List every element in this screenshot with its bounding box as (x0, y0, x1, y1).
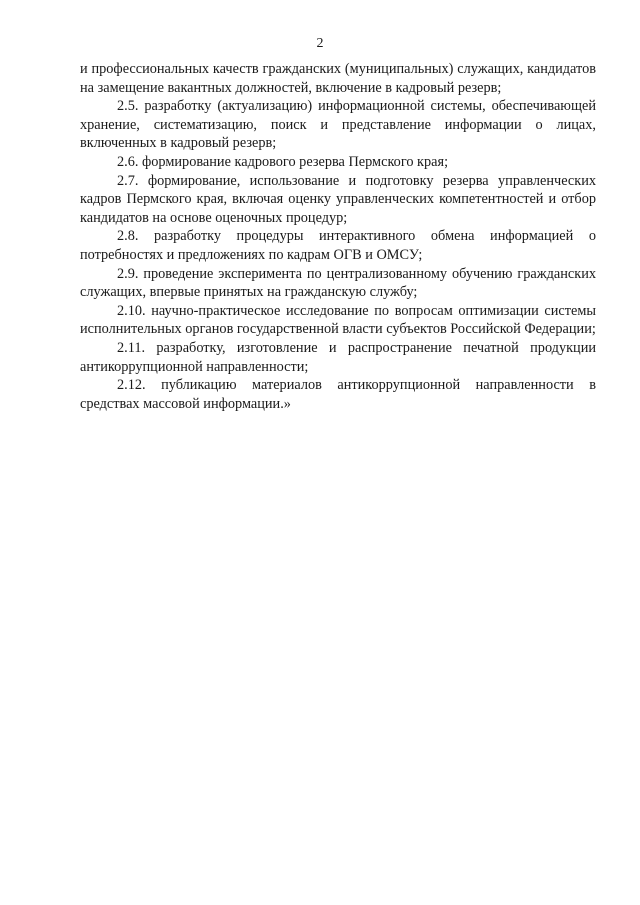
paragraph-item-2-9: 2.9. проведение эксперимента по централизованному обучению гражданских служащих, впервые принятых на гражданскую службу; (80, 265, 596, 301)
document-body (80, 60, 596, 413)
paragraph-item-2-8: 2.8. разработку процедуры интерактивного обмена информацией о потребностях и предложениях по кадрам ОГВ и ОМСУ; (80, 228, 596, 263)
paragraph-item-2-7: 2.7. формирование, использование и подготовку резерва управленческих кадров Пермского края, включая оценку управленческих компетентностей и отбор кандидатов на основе оценочных процедур; (80, 172, 596, 226)
paragraph-continuation: и профессиональных качеств гражданских (муниципальных) служащих, кандидатов на замещение вакантных должностей, включение в кадровый резерв; (80, 61, 596, 96)
page-number: 2 (316, 36, 324, 51)
paragraph-item-2-10: 2.10. научно-практическое исследование по вопросам оптимизации системы исполнительных органов государственной власти субъектов Российской Федерации; (80, 302, 596, 338)
paragraph-item-2-5: 2.5. разработку (актуализацию) информационной системы, обеспечивающей хранение, систематизацию, поиск и представление информации о лицах, включенных в кадровый резерв; (80, 98, 596, 152)
paragraph-item-2-11: 2.11. разработку, изготовление и распространение печатной продукции антикоррупционной направленности; (80, 339, 596, 375)
paragraph-item-2-12: 2.12. публикацию материалов антикоррупционной направленности в средствах массовой информации.» (80, 377, 596, 412)
paragraph-item-2-6: 2.6. формирование кадрового резерва Пермского края; (117, 153, 449, 170)
